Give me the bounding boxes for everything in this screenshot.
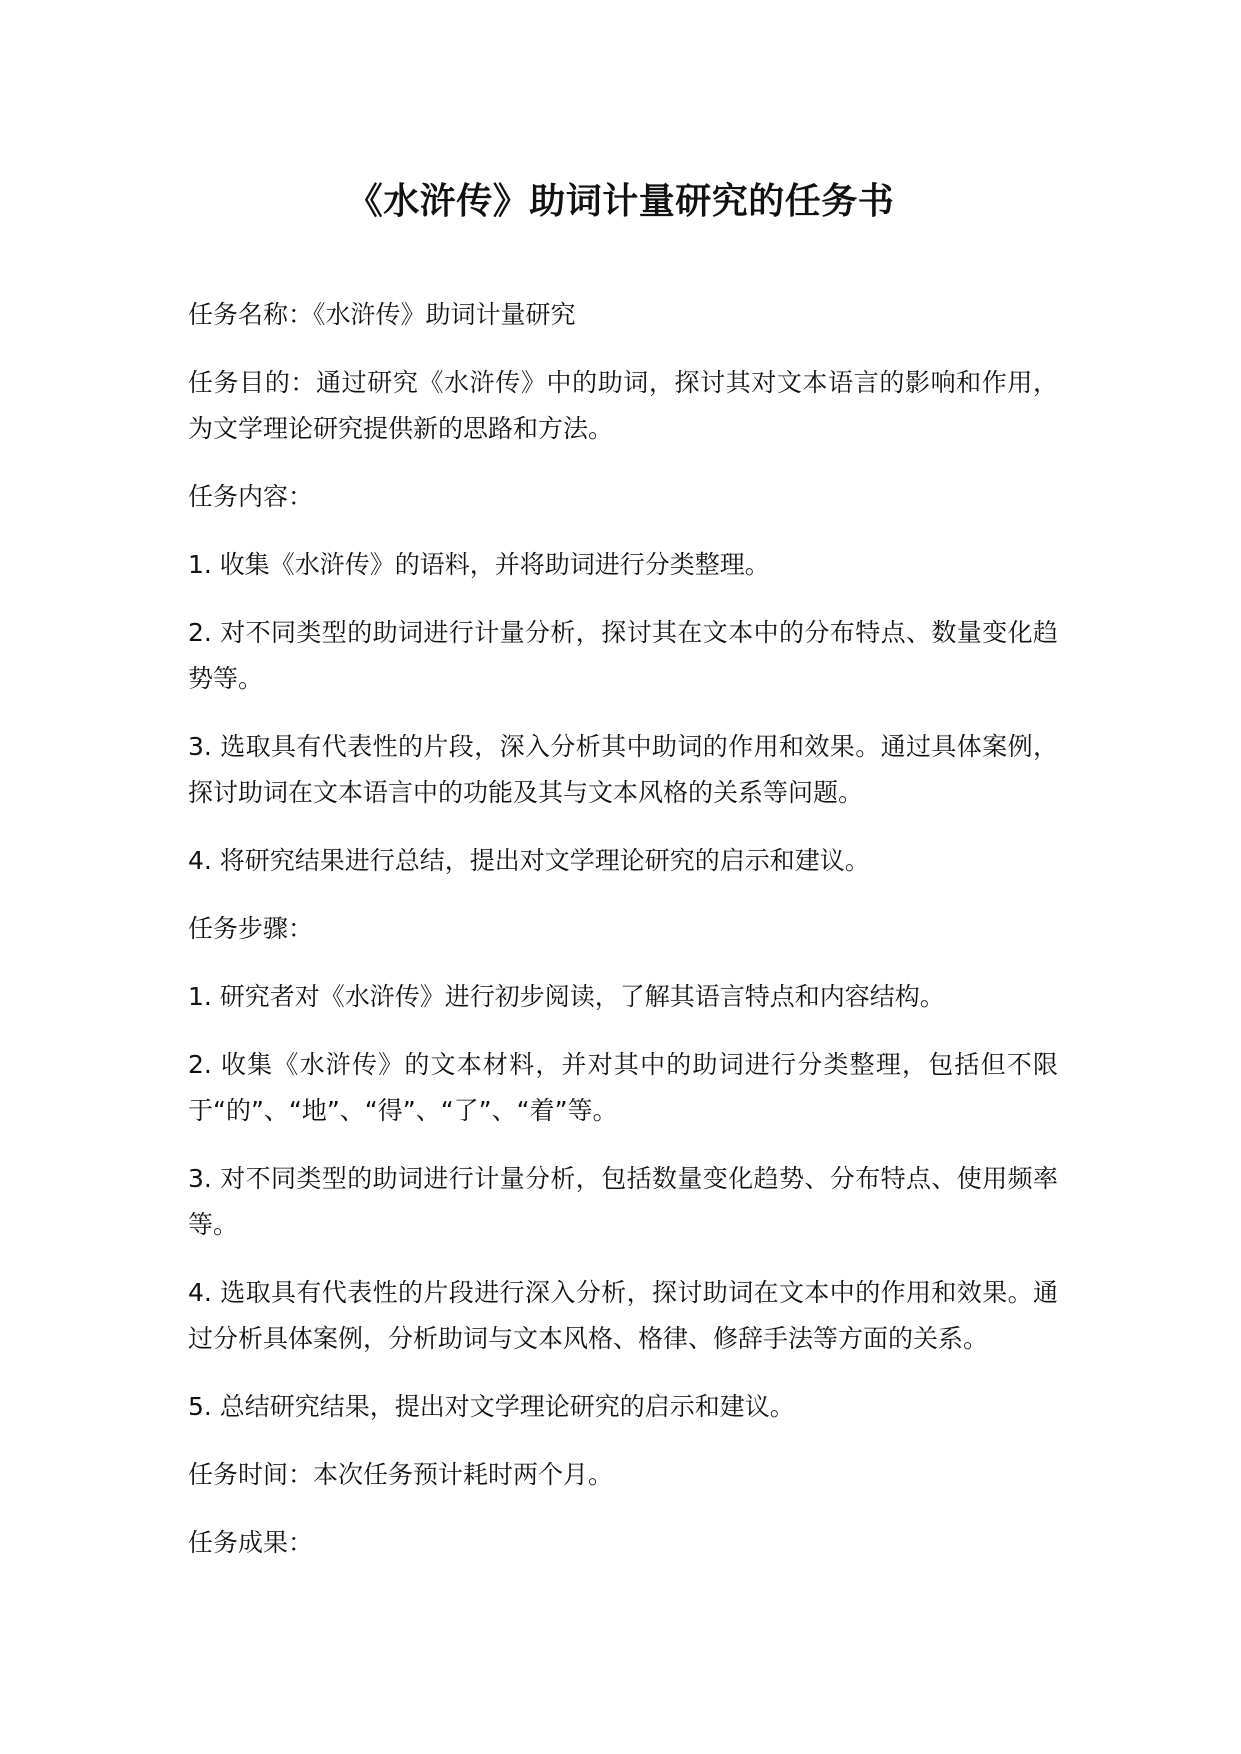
paragraph-task-time: 任务时间：本次任务预计耗时两个月。 [188, 1460, 614, 1489]
paragraph-content-item-4: 4. 将研究结果进行总结，提出对文学理论研究的启示和建议。 [188, 846, 870, 875]
paragraph-step-item-2: 2. 收集《水浒传》的文本材料，并对其中的助词进行分类整理，包括但不限于“的”、“地”、“得”、“了”、“着”等。 [188, 1050, 1058, 1125]
paragraph-task-name: 任务名称：《水浒传》助词计量研究 [188, 300, 576, 329]
paragraph-step-item-5: 5. 总结研究结果，提出对文学理论研究的启示和建议。 [188, 1392, 795, 1421]
paragraph-step-item-4: 4. 选取具有代表性的片段进行深入分析，探讨助词在文本中的作用和效果。通过分析具体案例，分析助词与文本风格、格律、修辞手法等方面的关系。 [188, 1278, 1058, 1353]
paragraph-task-results-heading: 任务成果： [188, 1528, 314, 1557]
paragraph-step-item-1: 1. 研究者对《水浒传》进行初步阅读，了解其语言特点和内容结构。 [188, 982, 945, 1011]
paragraph-task-content-heading: 任务内容： [188, 482, 314, 511]
paragraph-step-item-3: 3. 对不同类型的助词进行计量分析，包括数量变化趋势、分布特点、使用频率等。 [188, 1164, 1058, 1239]
document-title: 《水浒传》助词计量研究的任务书 [346, 181, 895, 222]
paragraph-content-item-2: 2. 对不同类型的助词进行计量分析，探讨其在文本中的分布特点、数量变化趋势等。 [188, 618, 1058, 693]
paragraph-content-item-3: 3. 选取具有代表性的片段，深入分析其中助词的作用和效果。通过具体案例，探讨助词在文本语言中的功能及其与文本风格的关系等问题。 [188, 732, 1058, 807]
paragraph-content-item-1: 1. 收集《水浒传》的语料，并将助词进行分类整理。 [188, 550, 770, 579]
paragraph-task-steps-heading: 任务步骤： [188, 914, 314, 943]
paragraph-task-purpose: 任务目的：通过研究《水浒传》中的助词，探讨其对文本语言的影响和作用，为文学理论研究提供新的思路和方法。 [188, 368, 1058, 443]
document-body [188, 292, 1058, 1588]
